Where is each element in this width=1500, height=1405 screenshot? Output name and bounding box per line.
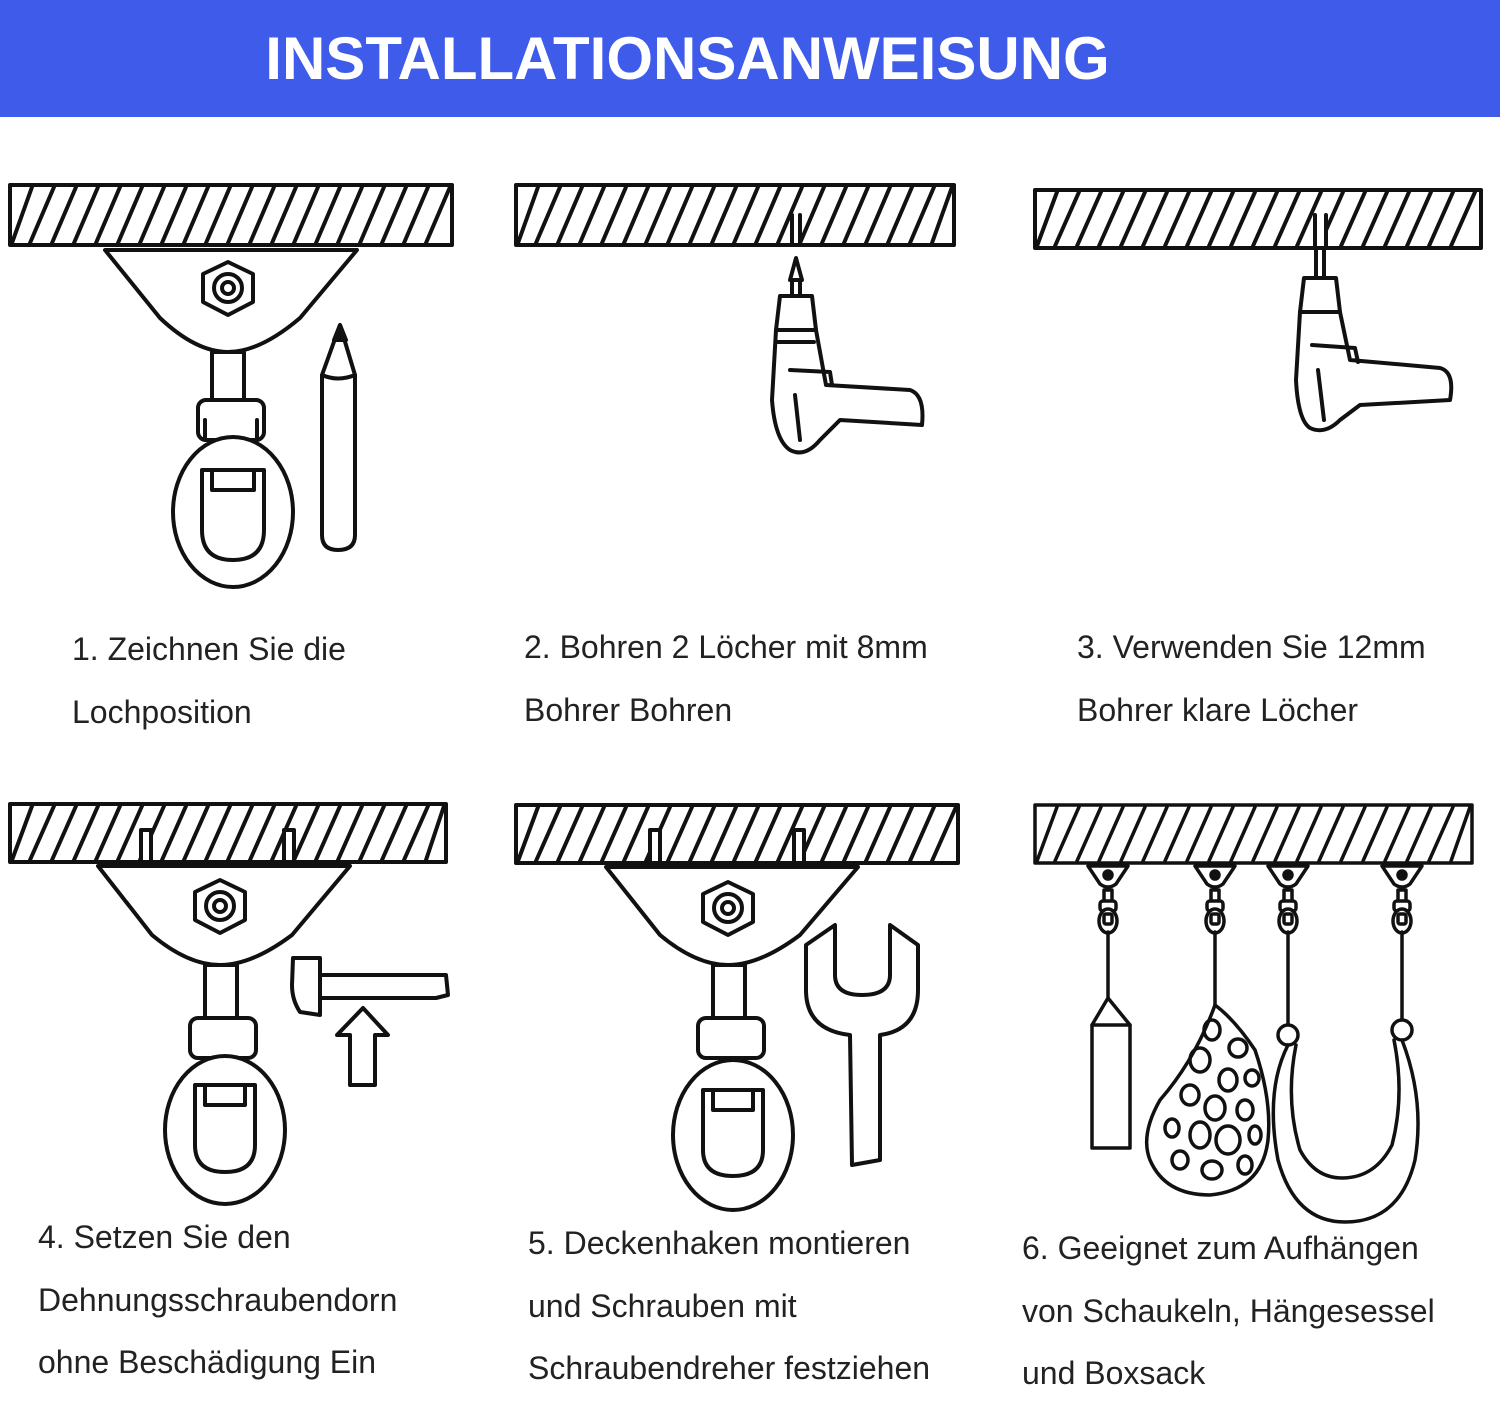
step-caption-line: Bohrer klare Löcher <box>1077 691 1359 728</box>
step-caption-line: 2. Bohren 2 Löcher mit 8mm <box>524 629 928 665</box>
ceiling-icon <box>1035 805 1472 863</box>
step-caption-line: 5. Deckenhaken montieren <box>528 1225 911 1261</box>
step-caption-line: Bohrer Bohren <box>524 691 733 728</box>
mini-hook-icon <box>1195 866 1235 933</box>
page-title: INSTALLATIONSANWEISUNG <box>265 25 1110 92</box>
step-caption-line: Schraubendreher festziehen <box>528 1350 931 1386</box>
mini-hooks <box>1088 866 1422 933</box>
step-caption-line: ohne Beschädigung Ein <box>38 1344 377 1380</box>
step-caption-line: Dehnungsschraubendorn <box>38 1281 398 1318</box>
mini-hook-icon <box>1268 866 1308 933</box>
step-caption-line: 1. Zeichnen Sie die <box>72 631 346 667</box>
hanging-chair-icon <box>1147 932 1269 1195</box>
step-caption-line: und Boxsack <box>1022 1355 1206 1391</box>
mini-hook-icon <box>1382 866 1422 933</box>
swing-icon <box>1273 932 1418 1222</box>
step-caption-line: Lochposition <box>72 693 252 730</box>
mini-hook-icon <box>1088 866 1128 933</box>
step-6-caption <box>1022 1217 1435 1405</box>
step-caption-line: 4. Setzen Sie den <box>38 1219 291 1255</box>
step-caption-line: 3. Verwenden Sie 12mm <box>1077 629 1426 665</box>
step-caption-line: 6. Geeignet zum Aufhängen <box>1022 1230 1419 1266</box>
step-caption-line: von Schaukeln, Hängesessel <box>1022 1292 1435 1329</box>
step-caption-line: und Schrauben mit <box>528 1287 797 1324</box>
punching-bag-icon <box>1092 932 1130 1148</box>
